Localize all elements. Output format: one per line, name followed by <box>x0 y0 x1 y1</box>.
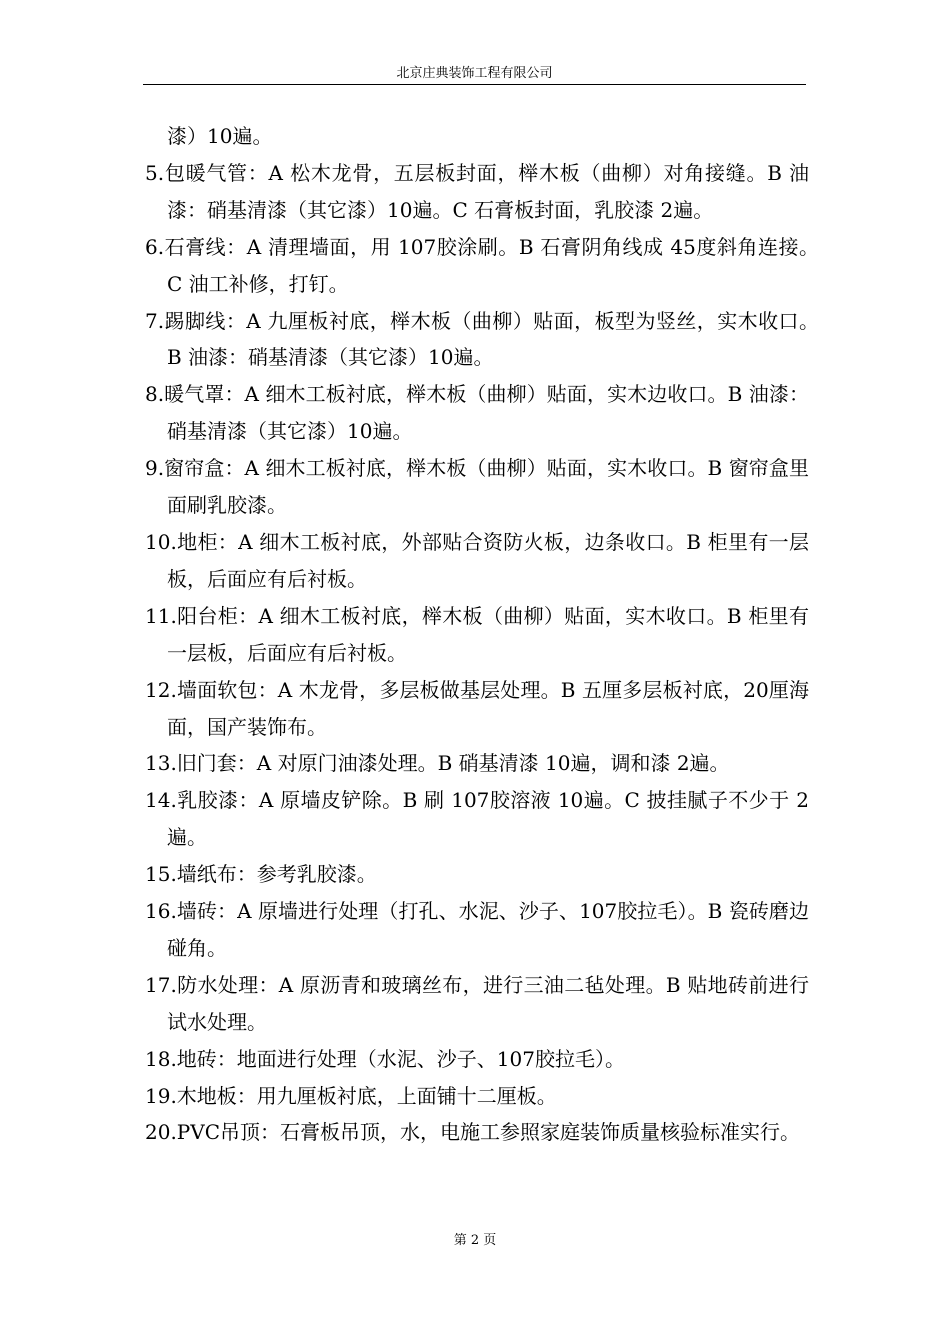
list-item-19: 19.木地板：用九厘板衬底，上面铺十二厘板。 <box>145 1083 557 1108</box>
company-name: 北京庄典装饰工程有限公司 <box>396 66 553 81</box>
list-item-13: 13.旧门套：A 对原门油漆处理。B 硝基清漆 10遍，调和漆 2遍。 <box>145 751 730 776</box>
list-item-20: 20.PVC吊顶：石膏板吊顶，水，电施工参照家庭装饰质量核验标准实行。 <box>145 1120 801 1145</box>
page-footer <box>0 1232 950 1250</box>
list-item-17: 17.防水处理：A 原沥青和玻璃丝布，进行三油二毡处理。B 贴地砖前进行试水处理。 <box>145 972 809 1034</box>
list-item-15: 15.墙纸布：参考乳胶漆。 <box>145 862 377 887</box>
page-header <box>143 64 806 85</box>
list-item-7: 7.踢脚线：A 九厘板衬底，榉木板（曲柳）贴面，板型为竖丝，实木收口。 B 油漆：硝基清漆（其它漆）10遍。 <box>145 308 849 370</box>
list-item-16: 16.墙砖：A 原墙进行处理（打孔、水泥、沙子、107胶拉毛）。B 瓷砖磨边碰角。 <box>145 899 809 960</box>
list-item-continuation: 漆）10遍。 <box>167 124 273 148</box>
document-body <box>145 118 849 1151</box>
list-item-14: 14.乳胶漆：A 原墙皮铲除。B 刷 107胶溶液 10遍。C 披挂腻子不少于 2遍。 <box>145 788 809 850</box>
list-item-6: 6.石膏线：A 清理墙面，用 107胶涂刷。B 石膏阴角线成 45度斜角连接。 C 油工补修，打钉。 <box>145 234 849 296</box>
page-number: 第 2 页 <box>453 1233 497 1248</box>
list-item-11: 11.阳台柜：A 细木工板衬底，榉木板（曲柳）贴面，实木收口。B 柜里有一层板，后面应有后衬板。 <box>145 603 809 665</box>
list-item-8: 8.暖气罩：A 细木工板衬底，榉木板（曲柳）贴面，实木边收口。B 油漆：硝基清漆（其它漆）10遍。 <box>145 382 809 444</box>
list-item-12: 12.墙面软包：A 木龙骨，多层板做基层处理。B 五厘多层板衬底，20厘海面，国产装饰布。 <box>145 677 809 739</box>
list-item-10: 10.地柜：A 细木工板衬底，外部贴合资防火板，边条收口。B 柜里有一层板，后面应有后衬板。 <box>145 529 809 591</box>
list-item-18: 18.地砖：地面进行处理（水泥、沙子、107胶拉毛）。 <box>145 1046 625 1071</box>
list-item-5: 5.包暖气管：A 松木龙骨，五层板封面，榉木板（曲柳）对角接缝。B 油漆：硝基清漆（其它漆）10遍。C 石膏板封面，乳胶漆 2遍。 <box>145 160 809 222</box>
list-item-9: 9.窗帘盒：A 细木工板衬底，榉木板（曲柳）贴面，实木收口。B 窗帘盒里面刷乳胶漆。 <box>145 456 809 518</box>
